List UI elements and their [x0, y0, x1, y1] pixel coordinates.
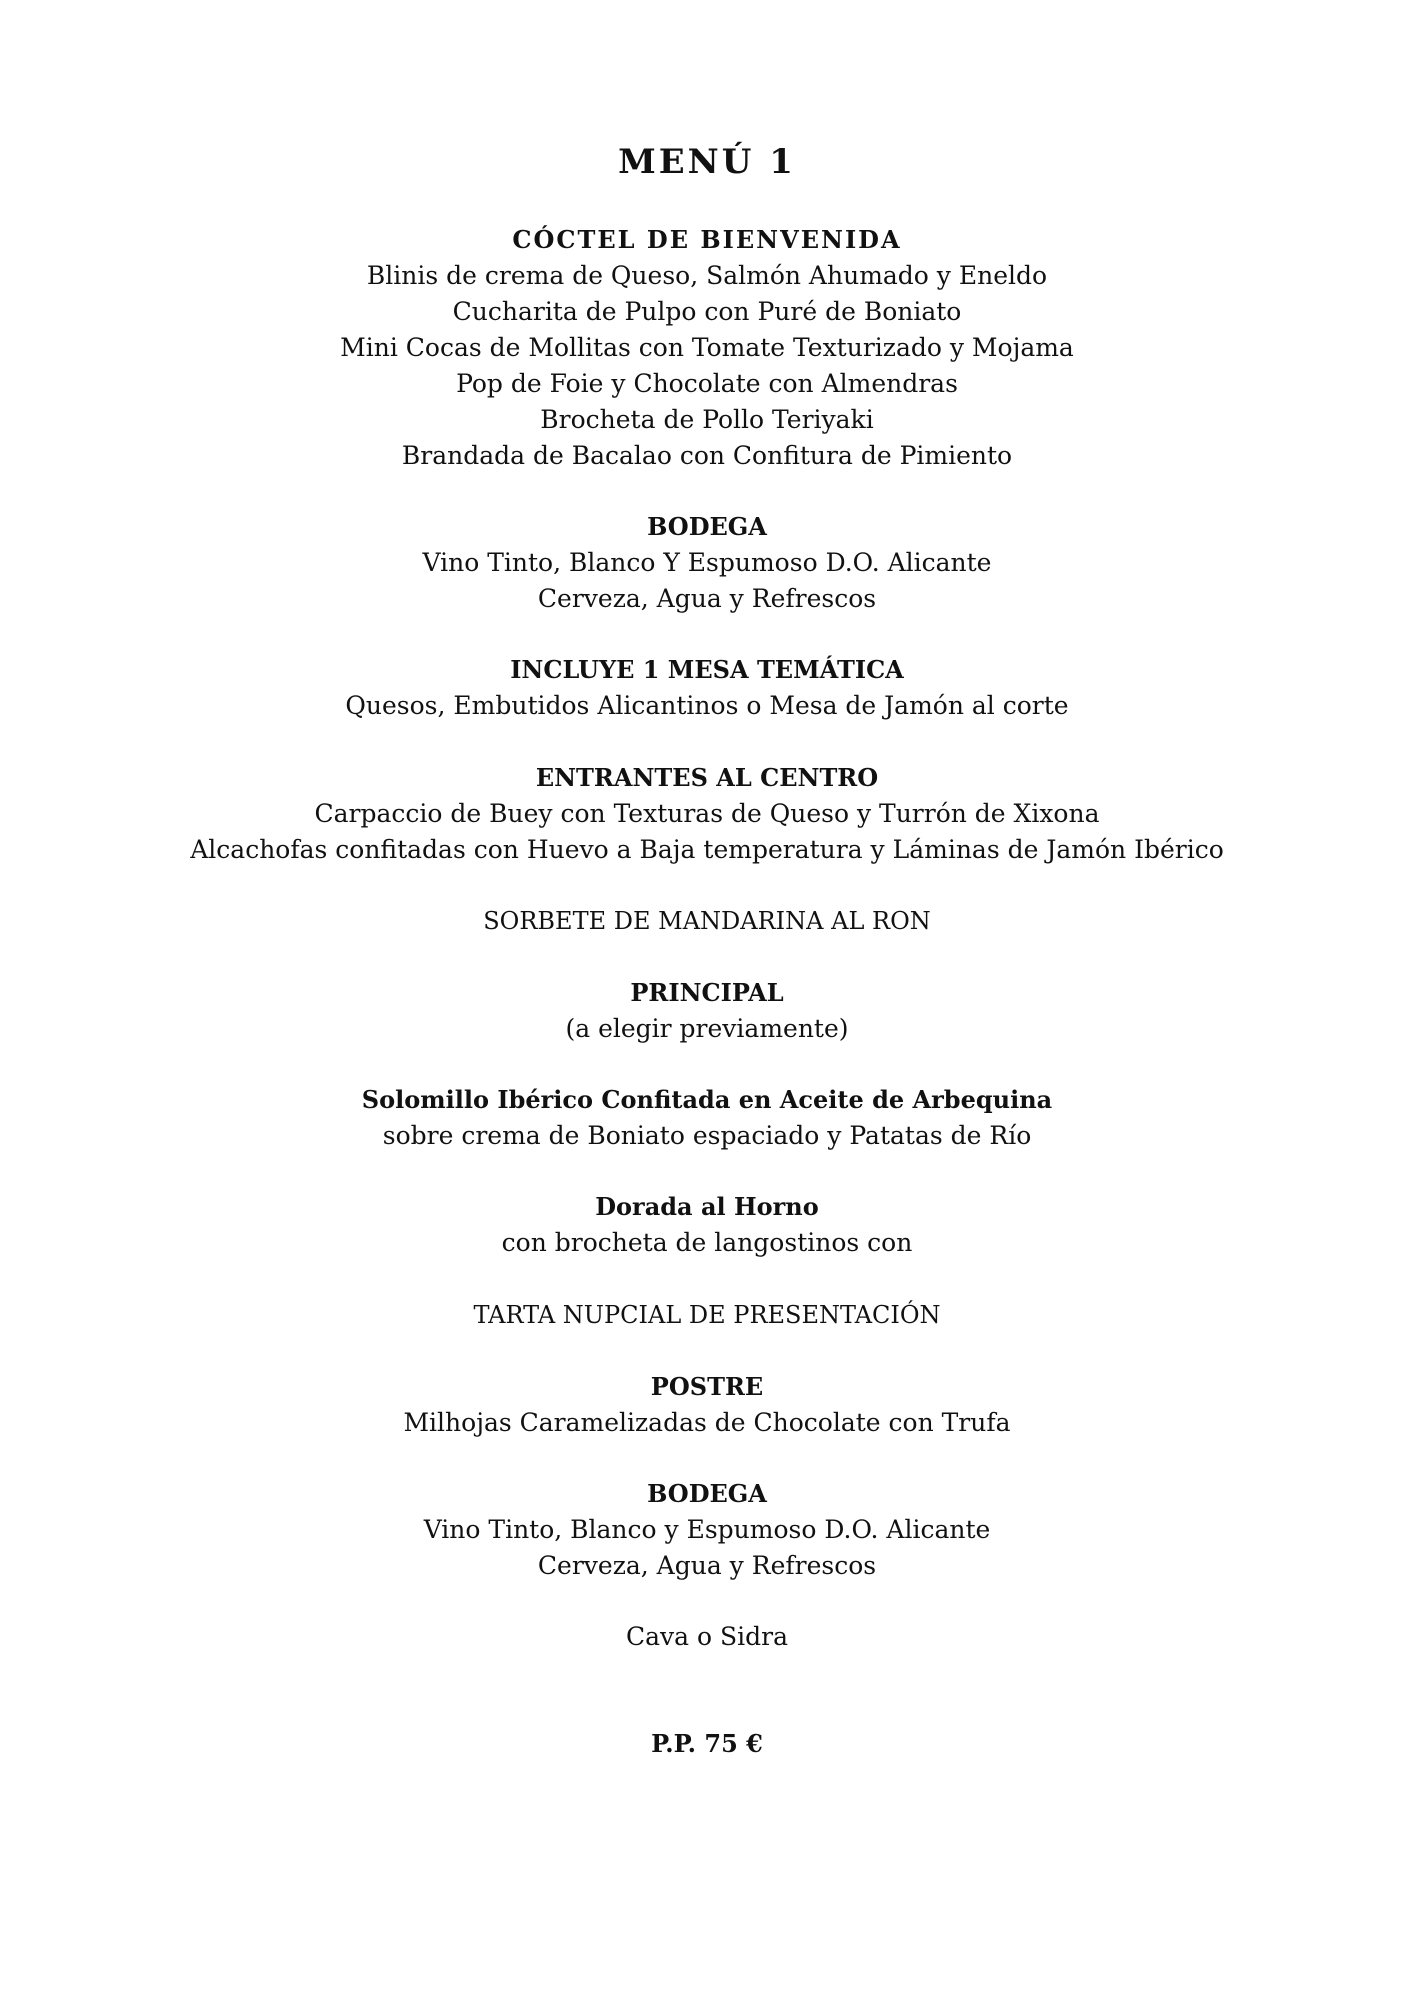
coctel-item: Brandada de Bacalao con Confitura de Pimiento [401, 441, 1013, 470]
bodega-final-section [0, 1476, 1414, 1584]
menu-title: MENÚ 1 [618, 142, 796, 182]
dorada-name: Dorada al Horno [595, 1192, 819, 1221]
sorbete-section [0, 903, 1414, 939]
sorbete-text: SORBETE DE MANDARINA AL RON [483, 907, 931, 935]
principal-note: (a elegir previamente) [565, 1014, 849, 1043]
dorada-section [0, 1189, 1414, 1261]
price-text: P.P. 75 € [651, 1729, 763, 1758]
coctel-item: Brocheta de Pollo Teriyaki [540, 405, 874, 434]
cava-text: Cava o Sidra [626, 1622, 788, 1651]
coctel-item: Pop de Foie y Chocolate con Almendras [456, 369, 958, 398]
coctel-section [0, 222, 1414, 474]
mesa-tematica-section [0, 652, 1414, 724]
entrantes-item: Alcachofas confitadas con Huevo a Baja temperatura y Láminas de Jamón Ibérico [190, 835, 1224, 864]
postre-section [0, 1369, 1414, 1441]
tarta-section [0, 1297, 1414, 1333]
entrantes-heading: ENTRANTES AL CENTRO [535, 763, 879, 792]
entrantes-section [0, 760, 1414, 868]
coctel-item: Mini Cocas de Mollitas con Tomate Texturizado y Mojama [340, 333, 1074, 362]
coctel-heading: CÓCTEL DE BIENVENIDA [512, 225, 902, 254]
principal-section [0, 975, 1414, 1047]
solomillo-desc: sobre crema de Boniato espaciado y Patatas de Río [382, 1121, 1032, 1150]
postre-item: Milhojas Caramelizadas de Chocolate con Trufa [403, 1408, 1011, 1437]
cava-section [0, 1619, 1414, 1655]
bodega-final-heading: BODEGA [647, 1479, 767, 1508]
bodega-heading: BODEGA [647, 512, 767, 541]
dorada-desc: con brocheta de langostinos con [501, 1228, 913, 1257]
tarta-text: TARTA NUPCIAL DE PRESENTACIÓN [473, 1301, 941, 1329]
postre-heading: POSTRE [650, 1372, 764, 1401]
bodega-section [0, 509, 1414, 617]
price-section [0, 1726, 1414, 1762]
entrantes-item: Carpaccio de Buey con Texturas de Queso y Turrón de Xixona [314, 799, 1100, 828]
mesa-tematica-item: Quesos, Embutidos Alicantinos o Mesa de Jamón al corte [345, 691, 1069, 720]
mesa-tematica-heading: INCLUYE 1 MESA TEMÁTICA [510, 655, 904, 684]
bodega-item: Cerveza, Agua y Refrescos [537, 584, 877, 613]
coctel-item: Cucharita de Pulpo con Puré de Boniato [452, 297, 962, 326]
bodega-item: Vino Tinto, Blanco Y Espumoso D.O. Alicante [422, 548, 992, 577]
coctel-item: Blinis de crema de Queso, Salmón Ahumado y Eneldo [366, 261, 1048, 290]
solomillo-name: Solomillo Ibérico Confitada en Aceite de Arbequina [361, 1085, 1053, 1114]
principal-heading: PRINCIPAL [630, 978, 784, 1007]
bodega-final-item: Vino Tinto, Blanco y Espumoso D.O. Alicante [423, 1515, 991, 1544]
solomillo-section [0, 1082, 1414, 1154]
bodega-final-item: Cerveza, Agua y Refrescos [537, 1551, 877, 1580]
